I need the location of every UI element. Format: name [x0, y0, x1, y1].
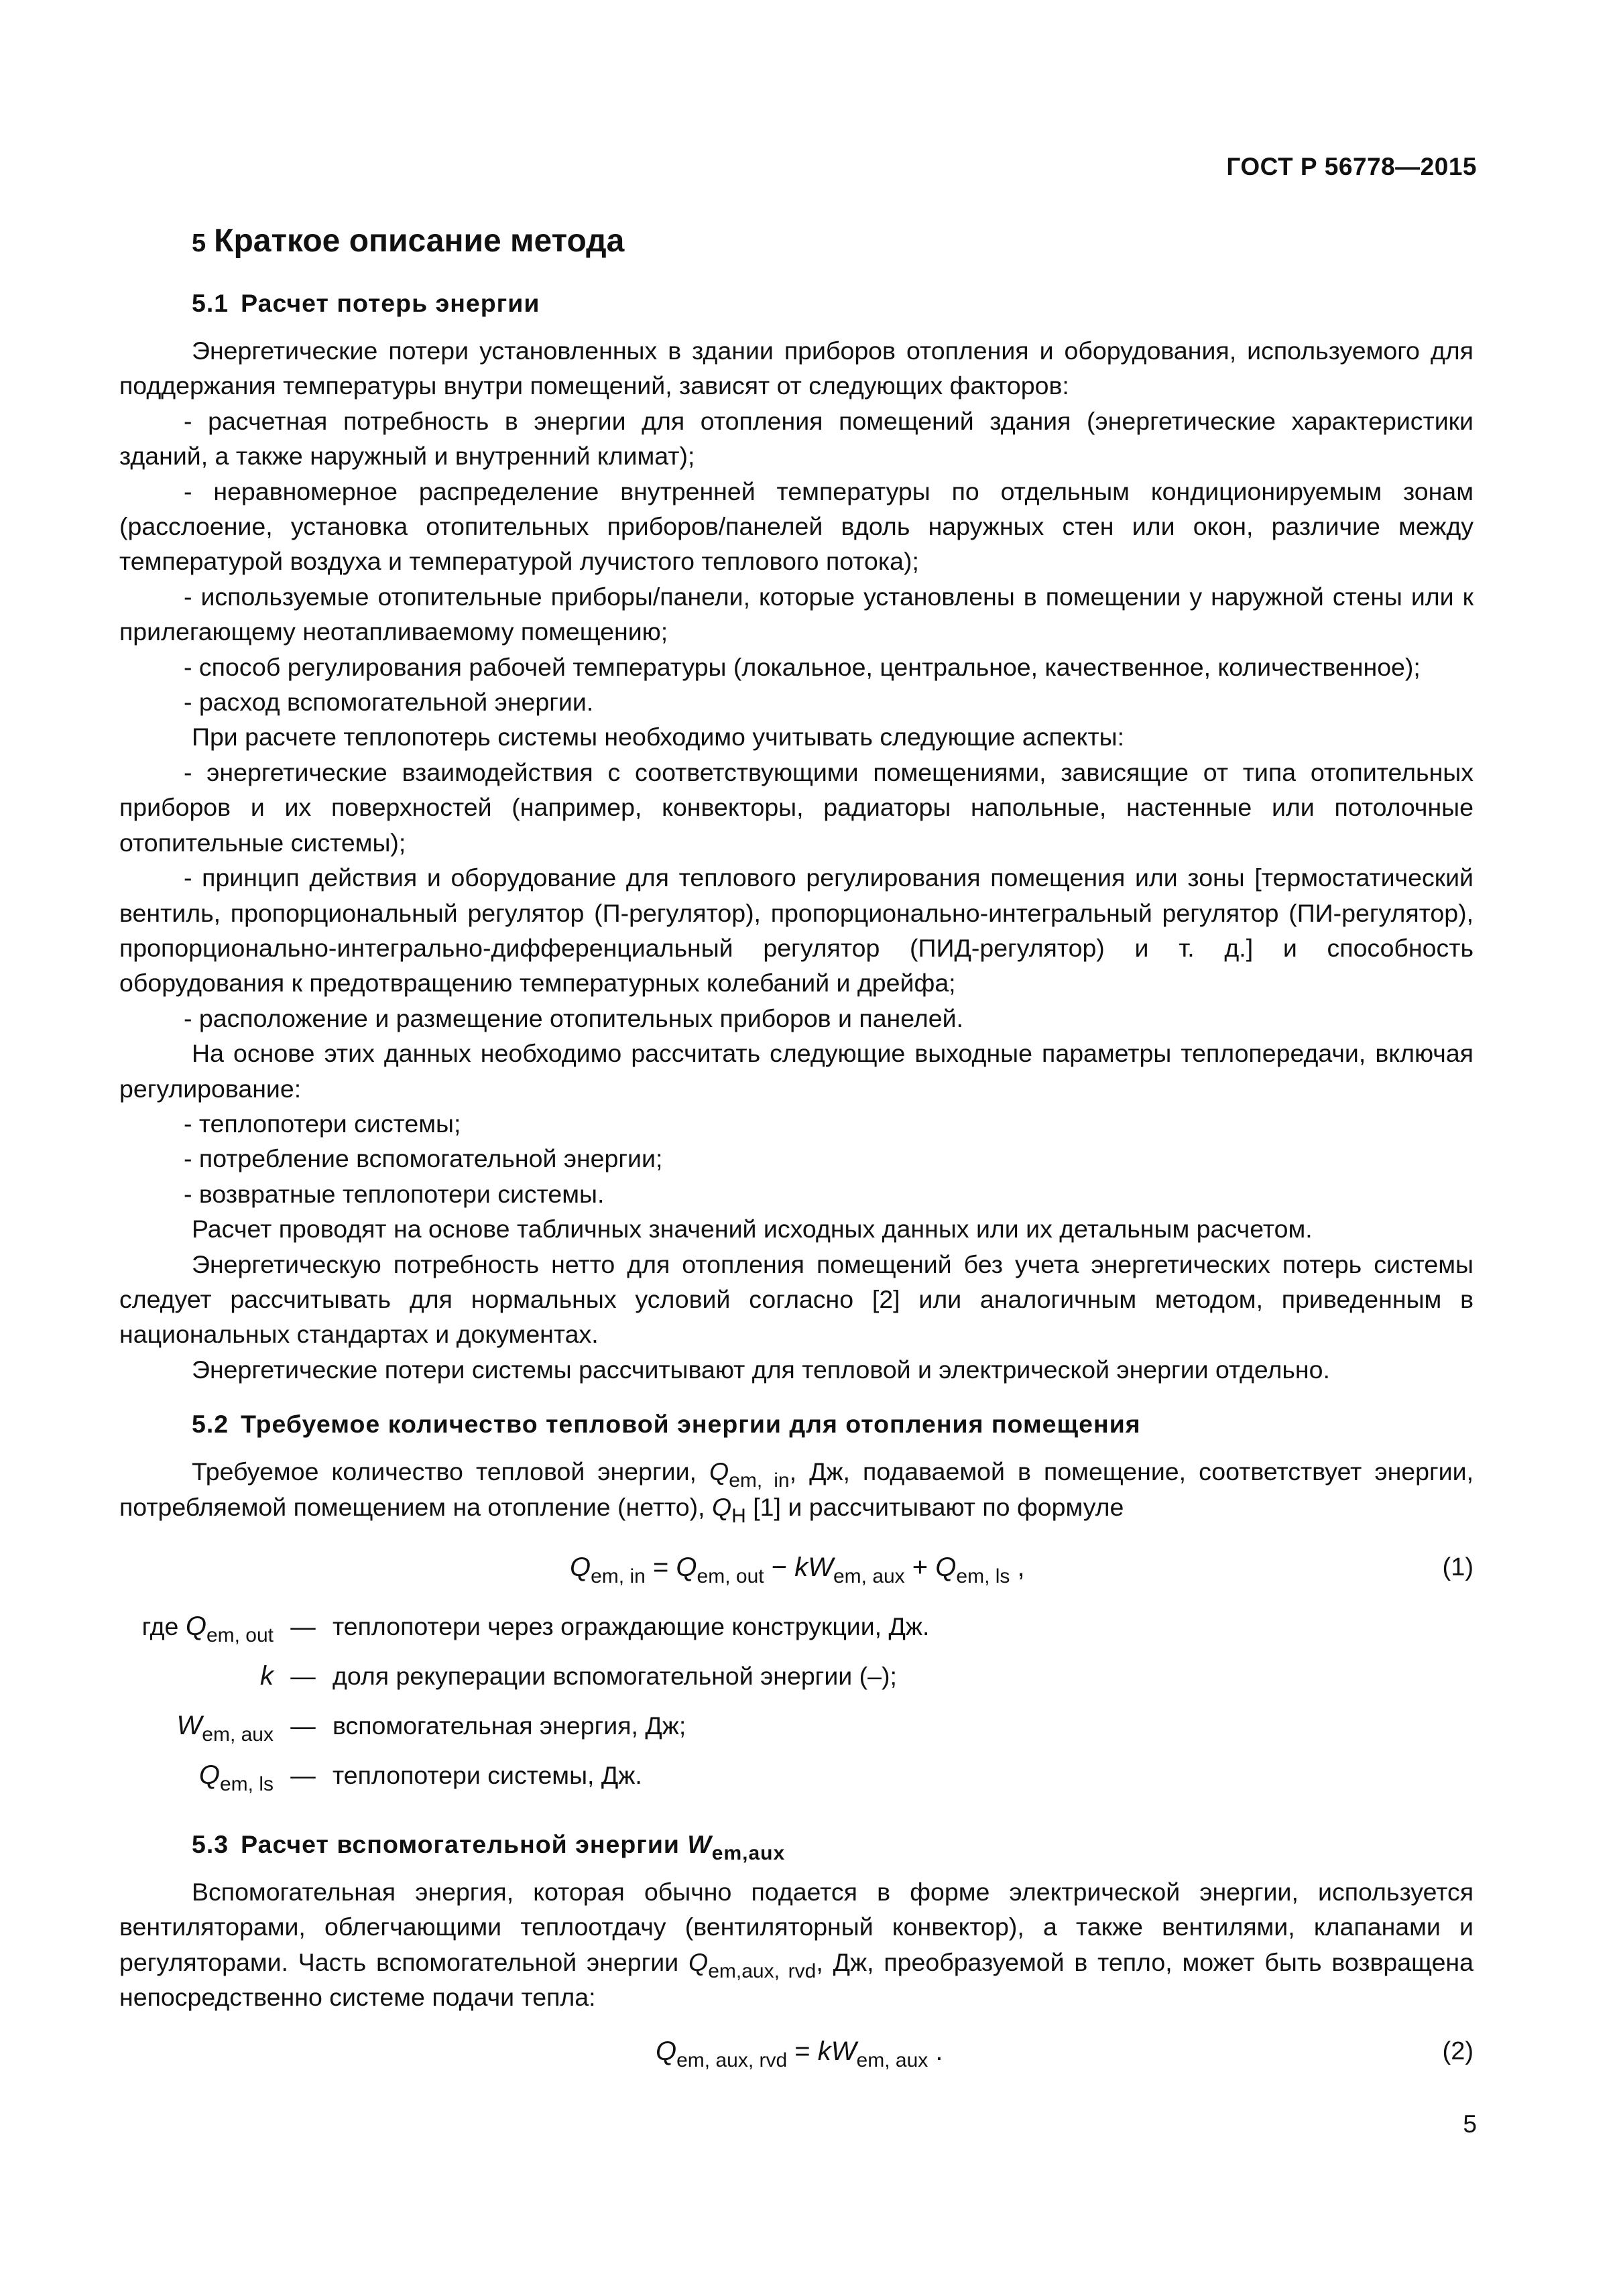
math-subscript: em, ls — [956, 1565, 1010, 1587]
math-symbol: W — [831, 2036, 857, 2066]
math-subscript: em, aux — [833, 1565, 905, 1587]
math-symbol: k — [260, 1661, 274, 1691]
section-5-1-heading — [192, 285, 1474, 321]
math-punctuation: . — [928, 2036, 943, 2066]
list-item: - расчетная потребность в энергии для отопления помещений здания (энергетические характеристики зданий, а также наружный и внутренний климат); — [119, 406, 1474, 471]
subsection-title: Расчет потерь энергии — [241, 289, 540, 317]
list-item: - способ регулирования рабочей температуры (локальное, центральное, качественное, количественное); — [184, 652, 1421, 681]
paragraph: Энергетические потери установленных в здании приборов отопления и оборудования, используемого для поддержания температуры внутри помещений, зависят от следующих факторов: — [119, 337, 1474, 400]
list-item: - принцип действия и оборудование для теплового регулирования помещения или зоны [термостатический вентиль, пропорциональный регулятор (П-регулятор), пропорционально-интегральный регулятор (ПИ-регулятор), пропорционально-интегрально-дифференциальный регулятор (ПИД-регулятор) и т. д.] и способность оборудования к предотвращению температурных колебаний и дрейфа; — [119, 863, 1474, 998]
paragraph-text: Требуемое количество тепловой энергии, — [192, 1457, 710, 1486]
legend-text: теплопотери системы, Дж. — [333, 1761, 642, 1789]
paragraph — [119, 1874, 1474, 2015]
formula-1 — [119, 1530, 1474, 1604]
equation-number: (2) — [1442, 2037, 1474, 2065]
list-item: - расход вспомогательной энергии. — [184, 688, 594, 717]
math-subscript: em, ls — [219, 1773, 274, 1795]
math-symbol: k — [817, 2036, 831, 2066]
paragraph: На основе этих данных необходимо рассчитать следующие выходные параметры теплопередачи, включая регулирование: — [119, 1039, 1474, 1103]
math-symbol: k — [794, 1553, 808, 1582]
math-operator: = — [787, 2036, 818, 2066]
legend-dash: — — [290, 1612, 316, 1640]
subsection-number: 5.2 — [192, 1410, 229, 1439]
math-punctuation: , — [1010, 1553, 1025, 1582]
section-5-3-heading — [192, 1826, 1474, 1862]
section-title: Краткое описание метода — [214, 223, 625, 259]
math-symbol: Q — [656, 2036, 677, 2066]
paragraph-text: [1] и рассчитывают по формуле — [745, 1492, 1124, 1521]
math-subscript: H — [731, 1504, 746, 1527]
paragraph-text: Вспомогательная энергия, которая обычно подается в форме электрической энергии, используется вентиляторами, облегчающими теплоотдачу (вентиляторный конвектор), а также вентилями, клапанами и регуляторами. Часть вспомогательной энергии — [119, 1878, 1474, 1976]
math-symbol: W — [176, 1711, 202, 1740]
paragraph-text: , Дж, подаваемой в помещение, соответствует энергии, потребляемой помещением на отопление (нетто), — [119, 1457, 1474, 1521]
legend-symbol — [119, 1708, 274, 1746]
paragraph: Энергетическую потребность нетто для отопления помещений без учета энергетических потерь системы следует рассчитывать для нормальных условий согласно [2] или аналогичным методом, приведенным в национальных стандартах и документах. — [119, 1250, 1474, 1349]
legend-text: теплопотери через ограждающие конструкции, Дж. — [333, 1612, 930, 1640]
math-subscript: em,aux — [711, 1842, 786, 1864]
list-item: - расположение и размещение отопительных приборов и панелей. — [184, 1004, 963, 1032]
paragraph: Энергетические потери системы рассчитывают для тепловой и электрической энергии отдельно. — [192, 1355, 1330, 1384]
legend-symbol — [119, 1758, 274, 1793]
legend-row — [119, 1758, 1474, 1807]
math-operator: = — [645, 1553, 676, 1582]
math-subscript: em, aux — [202, 1724, 274, 1746]
legend-dash: — — [290, 1711, 316, 1740]
list-item: - возвратные теплопотери системы. — [184, 1179, 605, 1208]
paragraph: Расчет проводят на основе табличных значений исходных данных или их детальным расчетом. — [192, 1215, 1313, 1244]
math-subscript: em,aux, rvd — [708, 1959, 817, 1982]
legend-row — [119, 1658, 1474, 1708]
equation-number: (1) — [1442, 1553, 1474, 1581]
math-symbol: Q — [676, 1553, 697, 1582]
legend-symbol — [119, 1609, 274, 1644]
math-subscript: em, aux, rvd — [676, 2049, 788, 2071]
math-symbol: Q — [935, 1553, 957, 1582]
list-item: - теплопотери системы; — [184, 1109, 461, 1138]
math-subscript: em, out — [206, 1624, 274, 1646]
section-5-heading — [192, 221, 1474, 263]
legend-text: вспомогательная энергия, Дж; — [333, 1711, 686, 1740]
subsection-number: 5.3 — [192, 1830, 229, 1858]
math-subscript: em, out — [697, 1565, 764, 1587]
formula-expression — [570, 1550, 1025, 1585]
list-item: - неравномерное распределение внутренней температуры по отдельным кондиционируемым зонам (расслоение, установка отопительных приборов/панелей вдоль наружных стен или окон, различие между температурой воздуха и температурой лучистого теплового потока); — [119, 477, 1474, 576]
legend-prefix: где — [141, 1612, 186, 1640]
math-symbol: Q — [709, 1457, 729, 1486]
math-symbol: W — [687, 1830, 712, 1858]
legend-symbol — [119, 1658, 274, 1693]
math-symbol: Q — [688, 1947, 709, 1976]
legend-row — [119, 1708, 1474, 1758]
section-5-2-heading — [192, 1406, 1474, 1442]
legend-dash: — — [290, 1761, 316, 1789]
page-content — [119, 221, 1474, 2090]
paragraph-text: , Дж, преобразуемой в тепло, может быть возвращена непосредственно системе подачи тепла: — [119, 1947, 1474, 2012]
list-item: - используемые отопительные приборы/панели, которые установлены в помещении у наружной стены или к прилегающему неотапливаемому помещению; — [119, 582, 1474, 646]
math-symbol: Q — [711, 1492, 732, 1521]
formula-legend — [119, 1609, 1474, 1807]
subsection-title: Требуемое количество тепловой энергии для отопления помещения — [241, 1410, 1141, 1439]
legend-dash: — — [290, 1662, 316, 1690]
math-subscript: em, aux — [856, 2049, 928, 2071]
legend-text: доля рекуперации вспомогательной энергии (–); — [333, 1662, 897, 1690]
math-operator: − — [764, 1553, 795, 1582]
math-operator: + — [904, 1553, 936, 1582]
subsection-title: Расчет вспомогательной энергии — [241, 1830, 688, 1858]
formula-2 — [119, 2020, 1474, 2085]
math-symbol: Q — [198, 1760, 220, 1790]
paragraph — [119, 1454, 1474, 1527]
legend-row — [119, 1609, 1474, 1658]
math-subscript: em, in — [729, 1469, 790, 1492]
math-subscript: em, in — [591, 1565, 646, 1587]
page-number: 5 — [1463, 2110, 1477, 2138]
section-number: 5 — [192, 229, 206, 257]
math-symbol: Q — [570, 1553, 591, 1582]
subsection-number: 5.1 — [192, 289, 229, 317]
math-symbol: W — [808, 1553, 833, 1582]
math-symbol: Q — [185, 1612, 206, 1641]
list-item: - потребление вспомогательной энергии; — [184, 1144, 663, 1173]
document-code: ГОСТ Р 56778—2015 — [1226, 153, 1477, 180]
formula-expression — [656, 2034, 943, 2069]
paragraph: При расчете теплопотерь системы необходимо учитывать следующие аспекты: — [192, 723, 1124, 751]
list-item: - энергетические взаимодействия с соответствующими помещениями, зависящие от типа отопительных приборов и их поверхностей (например, конвекторы, радиаторы напольные, настенные или потолочные отопительные системы); — [119, 758, 1474, 857]
